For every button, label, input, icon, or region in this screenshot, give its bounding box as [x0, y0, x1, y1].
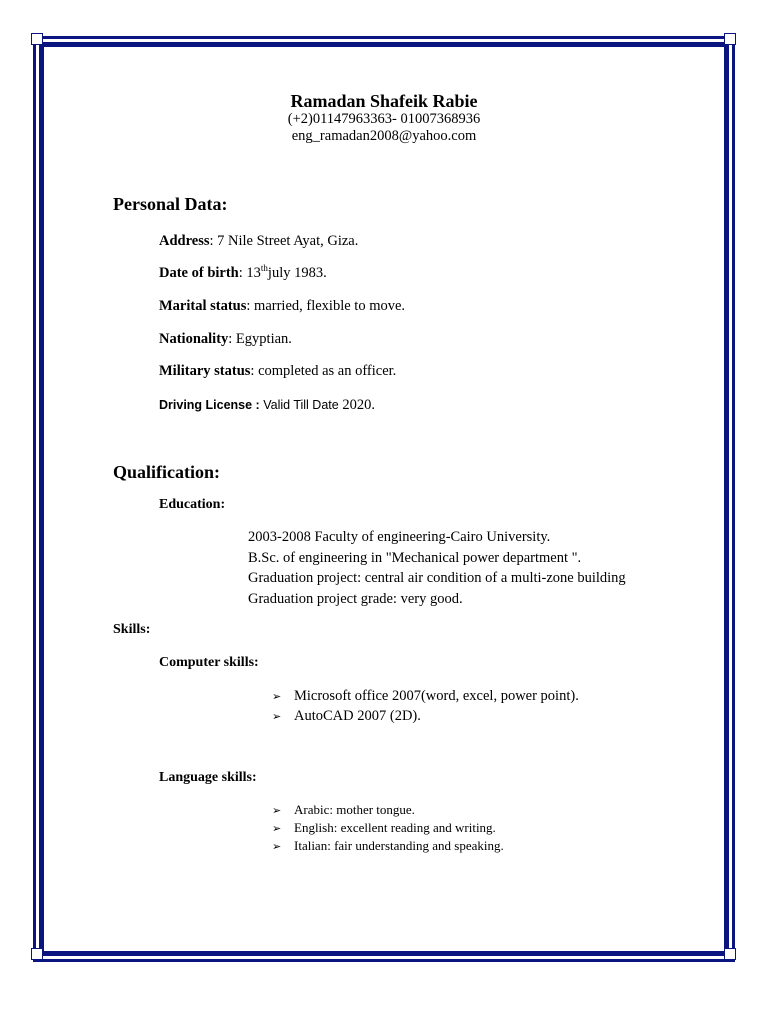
- education-line: Graduation project: central air condition of a multi-zone building: [248, 570, 626, 586]
- marital-label: Marital status: [159, 298, 247, 314]
- driving-value: Valid Till Date: [259, 398, 339, 412]
- page-border-inner: [39, 42, 729, 956]
- border-corner-bottom-left: [31, 948, 43, 960]
- arrow-bullet-icon: ➢: [272, 840, 282, 853]
- arrow-bullet-icon: ➢: [272, 710, 282, 723]
- phone-numbers: (+2)01147963363- 01007368936: [287, 111, 481, 127]
- dob-superscript: th: [260, 263, 268, 273]
- dob-value-rest: july 1983.: [267, 265, 327, 281]
- border-corner-top-left: [31, 33, 43, 45]
- skills-heading: Skills:: [113, 622, 151, 637]
- list-item: [272, 802, 415, 818]
- language-skill: English: excellent reading and writing.: [294, 820, 496, 835]
- list-item: [272, 820, 496, 836]
- email-address: eng_ramadan2008@yahoo.com: [291, 128, 477, 144]
- list-item: [272, 708, 421, 725]
- person-name: Ramadan Shafeik Rabie: [290, 91, 478, 111]
- military-label: Military status: [159, 363, 251, 379]
- military-value: : completed as an officer.: [250, 363, 397, 379]
- arrow-bullet-icon: ➢: [272, 690, 282, 703]
- list-item: [272, 688, 579, 705]
- border-corner-top-right: [724, 33, 736, 45]
- arrow-bullet-icon: ➢: [272, 804, 282, 817]
- nationality-value: : Egyptian.: [228, 331, 292, 347]
- list-item: [272, 838, 504, 854]
- education-line: B.Sc. of engineering in "Mechanical power department ".: [248, 550, 582, 566]
- nationality-field: [159, 331, 292, 348]
- education-line: Graduation project grade: very good.: [248, 591, 463, 607]
- border-corner-bottom-right: [724, 948, 736, 960]
- dob-field: [159, 265, 327, 282]
- driving-label: Driving License :: [159, 398, 260, 412]
- arrow-bullet-icon: ➢: [272, 822, 282, 835]
- computer-skills-heading: Computer skills:: [159, 655, 259, 670]
- personal-data-heading: Personal Data:: [113, 194, 228, 214]
- language-skills-heading: Language skills:: [159, 770, 257, 785]
- qualification-heading: Qualification:: [113, 462, 220, 482]
- marital-field: [159, 298, 405, 315]
- language-skill: Arabic: mother tongue.: [294, 802, 415, 817]
- language-skill: Italian: fair understanding and speaking.: [294, 838, 504, 853]
- computer-skill: AutoCAD 2007 (2D).: [294, 708, 421, 724]
- military-field: [159, 363, 396, 380]
- nationality-label: Nationality: [159, 331, 229, 347]
- marital-value: : married, flexible to move.: [246, 298, 406, 314]
- dob-value: : 13: [238, 265, 261, 281]
- education-line: 2003-2008 Faculty of engineering-Cairo University.: [248, 529, 551, 545]
- dob-label: Date of birth: [159, 265, 239, 281]
- address-field: [159, 233, 358, 250]
- driving-field: [159, 397, 375, 414]
- address-label: Address: [159, 233, 210, 249]
- computer-skill: Microsoft office 2007(word, excel, power point).: [294, 688, 579, 704]
- address-value: : 7 Nile Street Ayat, Giza.: [209, 233, 359, 249]
- education-heading: Education:: [159, 497, 226, 512]
- driving-year: 2020.: [338, 397, 375, 413]
